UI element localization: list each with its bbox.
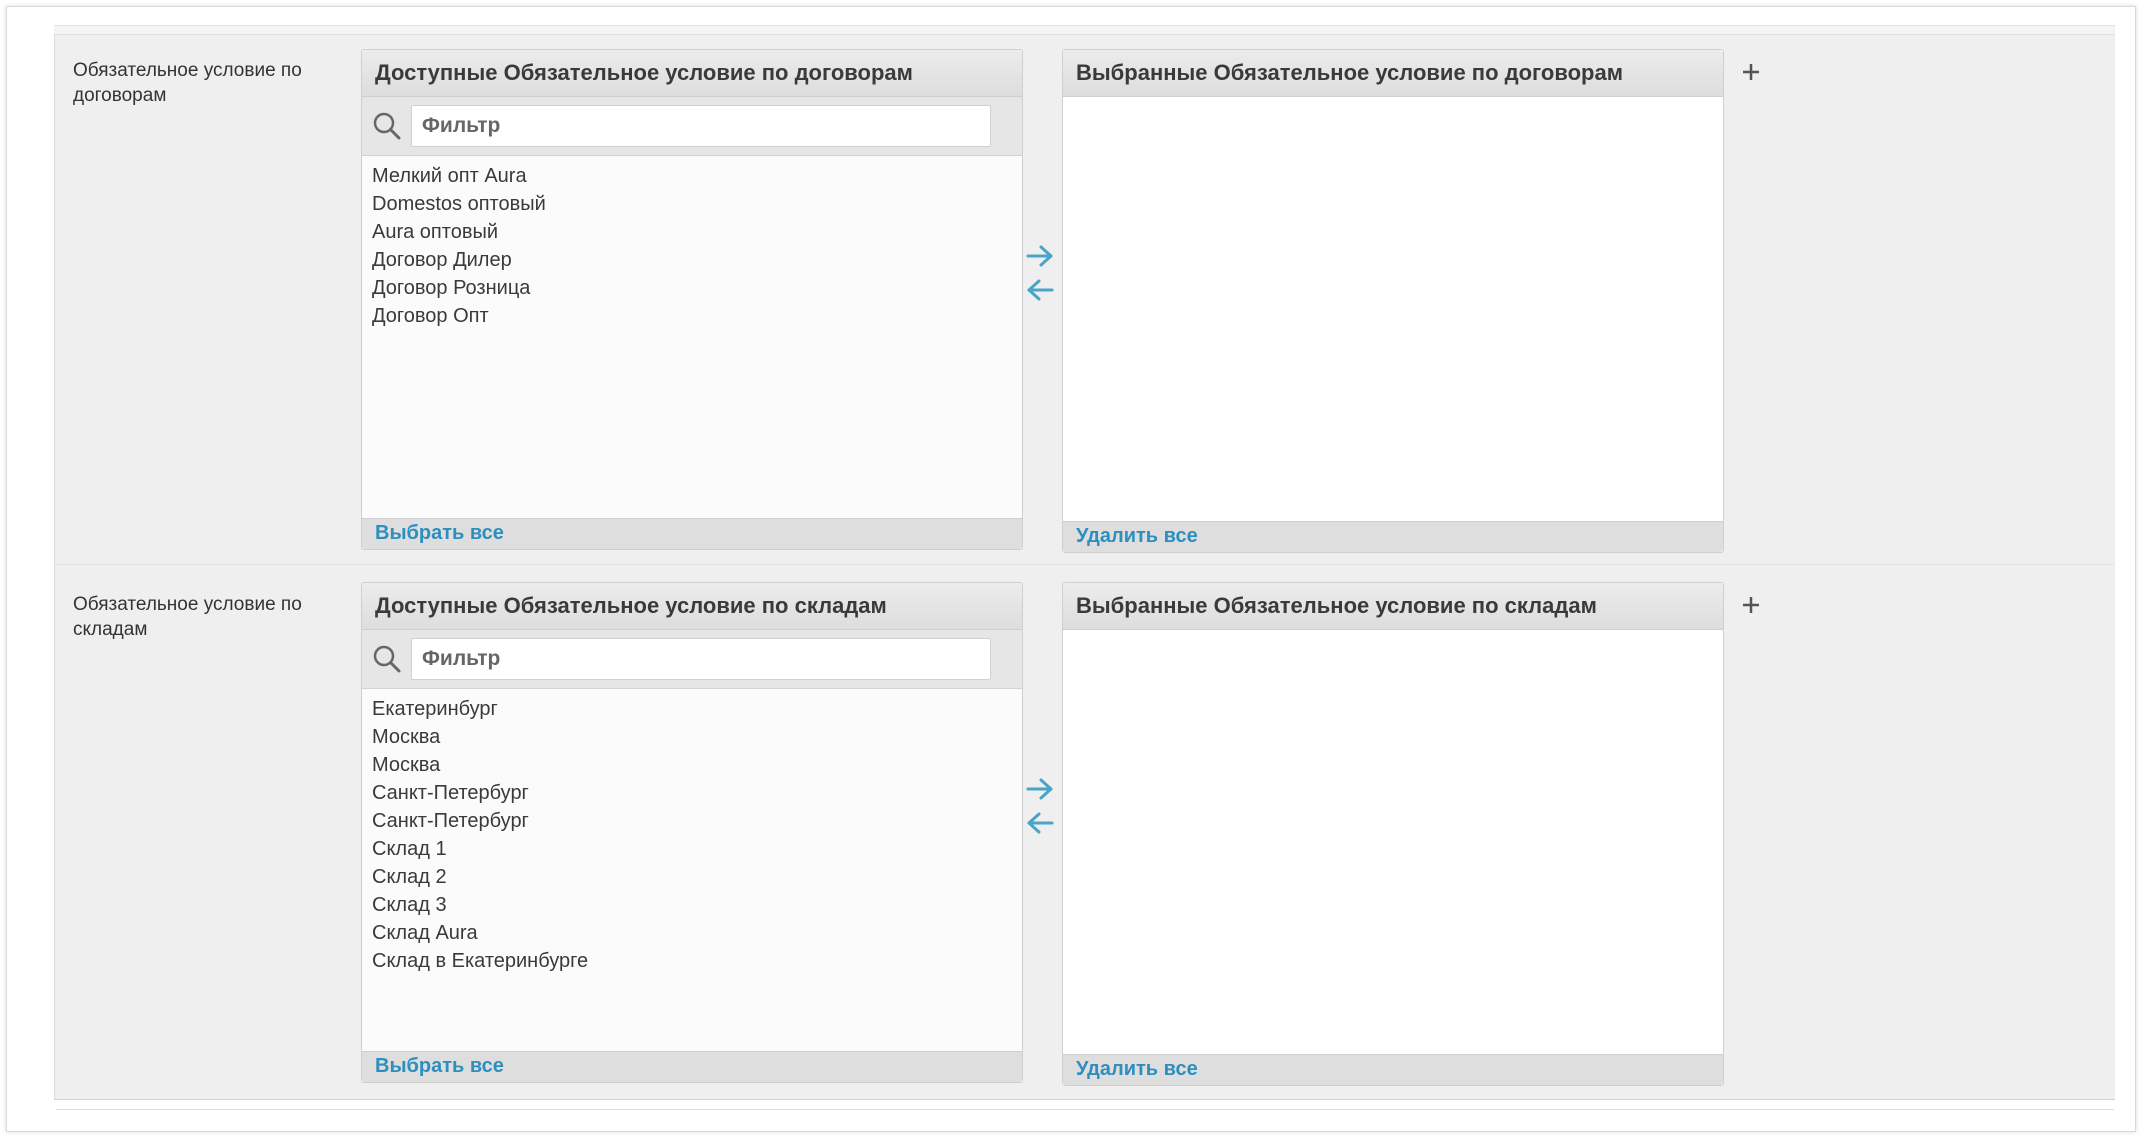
list-item[interactable]: Склад Aura [372,922,478,944]
arrow-left-icon[interactable] [1025,277,1055,303]
bottom-divider [56,1109,2114,1110]
remove-all-link[interactable]: Удалить все [1076,1058,1198,1080]
plus-icon[interactable] [1740,61,1762,83]
filter-bar [362,97,1022,156]
selected-list-header: Выбранные Обязательное условие по складам [1063,583,1723,630]
field-label-contracts: Обязательное условие по договорам [73,60,302,106]
available-list-warehouses [361,582,1023,1083]
row-separator [55,564,2114,565]
plus-icon[interactable] [1740,594,1762,616]
available-list-header: Доступные Обязательное условие по складам [362,583,1022,630]
list-footer [362,1051,1022,1082]
available-list-contracts [361,49,1023,550]
list-item[interactable]: Екатеринбург [372,698,498,720]
arrow-right-icon[interactable] [1025,243,1055,269]
list-item[interactable]: Санкт-Петербург [372,810,529,832]
list-item[interactable]: Договор Опт [372,305,489,327]
list-item[interactable]: Склад 1 [372,838,447,860]
list-item[interactable]: Москва [372,726,441,748]
filter-input[interactable] [411,105,991,147]
panel-top-strip [54,25,2114,35]
list-item[interactable]: Склад 3 [372,894,447,916]
available-items [362,156,1022,336]
list-footer [1063,1054,1723,1085]
search-icon [372,111,402,141]
list-item[interactable]: Санкт-Петербург [372,782,529,804]
list-item[interactable]: Москва [372,754,441,776]
filter-input[interactable] [411,638,991,680]
list-item[interactable]: Domestos оптовый [372,193,546,215]
list-item[interactable]: Aura оптовый [372,221,498,243]
field-label-warehouses: Обязательное условие по складам [73,594,302,640]
list-item[interactable]: Склад в Екатеринбурге [372,950,589,972]
list-footer [362,518,1022,549]
selected-list-header: Выбранные Обязательное условие по договорам [1063,50,1723,97]
available-list-header: Доступные Обязательное условие по договорам [362,50,1022,97]
select-all-link[interactable]: Выбрать все [375,1055,504,1077]
arrow-left-icon[interactable] [1025,810,1055,836]
arrow-right-icon[interactable] [1025,776,1055,802]
selected-list-contracts [1062,49,1724,553]
select-all-link[interactable]: Выбрать все [375,522,504,544]
list-item[interactable]: Договор Розница [372,277,531,299]
list-item[interactable]: Договор Дилер [372,249,512,271]
list-item[interactable]: Склад 2 [372,866,447,888]
search-icon [372,644,402,674]
selected-list-warehouses [1062,582,1724,1086]
list-footer [1063,521,1723,552]
list-item[interactable]: Мелкий опт Aura [372,165,527,187]
available-items [362,689,1022,981]
remove-all-link[interactable]: Удалить все [1076,525,1198,547]
filter-bar [362,630,1022,689]
